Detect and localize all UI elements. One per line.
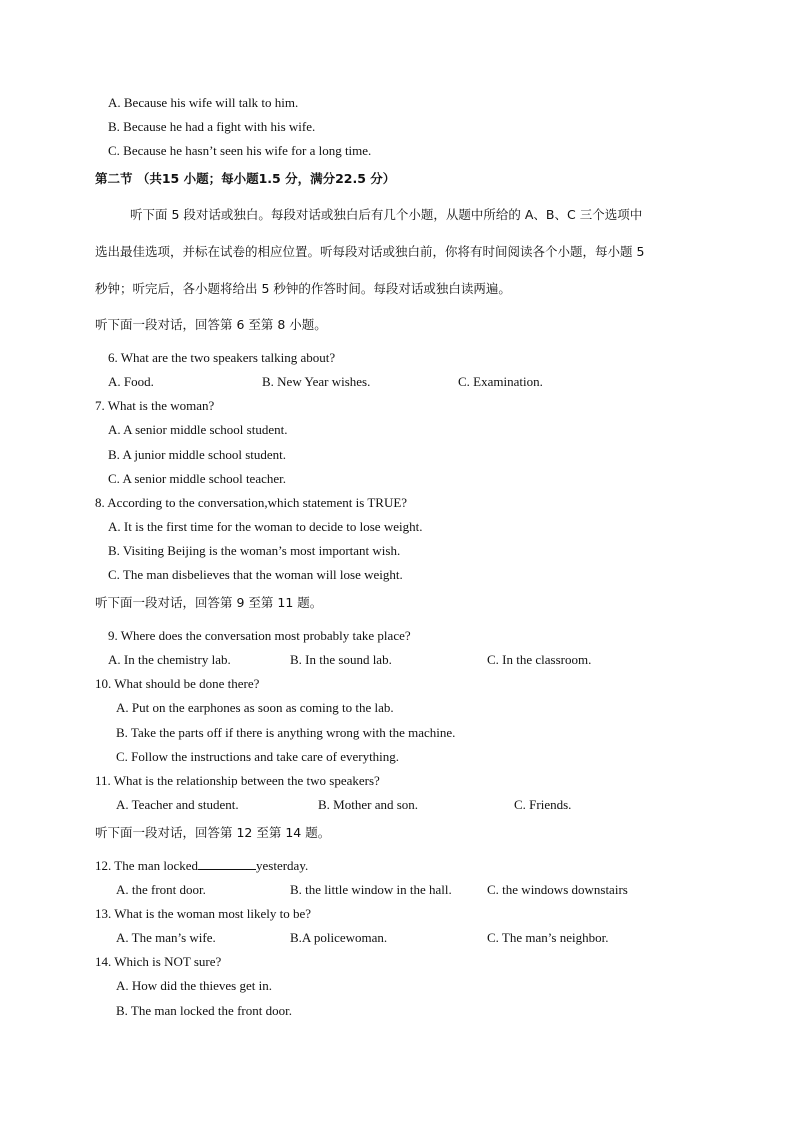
group3-heading: 听下面一段对话，回答第 12 至第 14 题。 (95, 825, 331, 840)
q7-stem: 7. What is the woman? (95, 398, 215, 413)
q12-option-a: A. the front door. (116, 882, 206, 897)
q12-option-b: B. the little window in the hall. (290, 882, 452, 897)
q8-option-b: B. Visiting Beijing is the woman’s most important wish. (108, 543, 401, 558)
q13-option-a: A. The man’s wife. (116, 930, 216, 945)
q14-stem: 14. Which is NOT sure? (95, 954, 222, 969)
q10-stem: 10. What should be done there? (95, 676, 260, 691)
q6-option-b: B. New Year wishes. (262, 374, 371, 389)
section-instructions-line-3: 秒钟；听完后，各小题将给出 5 秒钟的作答时间。每段对话或独白读两遍。 (95, 281, 511, 296)
q8-option-a: A. It is the first time for the woman to decide to lose weight. (108, 519, 423, 534)
q11-option-c: C. Friends. (514, 797, 572, 812)
section-instructions-line-1: 听下面 5 段对话或独白。每段对话或独白后有几个小题，从题中所给的 A、B、C 三个选项中 (130, 207, 643, 222)
q7-option-a: A. A senior middle school student. (108, 422, 288, 437)
q14-option-b: B. The man locked the front door. (116, 1003, 292, 1018)
q14-option-a: A. How did the thieves get in. (116, 978, 272, 993)
section-instructions-line-2: 选出最佳选项，并标在试卷的相应位置。听每段对话或独白前，你将有时间阅读各个小题，每小题 5 (95, 244, 645, 259)
q9-option-a: A. In the chemistry lab. (108, 652, 231, 667)
group2-heading: 听下面一段对话，回答第 9 至第 11 题。 (95, 595, 323, 610)
q12-stem (95, 858, 308, 874)
q9-option-c: C. In the classroom. (487, 652, 592, 667)
q12-stem-before: 12. The man locked (95, 858, 199, 873)
q12-blank (198, 858, 256, 870)
q10-option-b: B. Take the parts off if there is anything wrong with the machine. (116, 725, 456, 740)
q13-stem: 13. What is the woman most likely to be? (95, 906, 312, 921)
q6-option-c: C. Examination. (458, 374, 543, 389)
q9-stem: 9. Where does the conversation most probably take place? (108, 628, 411, 643)
q12-option-c: C. the windows downstairs (487, 882, 628, 897)
q11-option-a: A. Teacher and student. (116, 797, 239, 812)
q13-option-b: B.A policewoman. (290, 930, 388, 945)
q5-option-a: A. Because his wife will talk to him. (108, 95, 299, 110)
q6-stem: 6. What are the two speakers talking about? (108, 350, 336, 365)
section-title: 第二节 （共15 小题；每小题1.5 分，满分22.5 分） (95, 171, 396, 186)
q5-option-c: C. Because he hasn’t seen his wife for a long time. (108, 143, 372, 158)
q13-option-c: C. The man’s neighbor. (487, 930, 609, 945)
q10-option-a: A. Put on the earphones as soon as coming to the lab. (116, 700, 394, 715)
q9-option-b: B. In the sound lab. (290, 652, 392, 667)
q11-option-b: B. Mother and son. (318, 797, 419, 812)
q6-option-a: A. Food. (108, 374, 154, 389)
q11-stem: 11. What is the relationship between the two speakers? (95, 773, 380, 788)
q5-option-b: B. Because he had a fight with his wife. (108, 119, 316, 134)
group1-heading: 听下面一段对话，回答第 6 至第 8 小题。 (95, 317, 327, 332)
q10-option-c: C. Follow the instructions and take care of everything. (116, 749, 400, 764)
q7-option-c: C. A senior middle school teacher. (108, 471, 286, 486)
q7-option-b: B. A junior middle school student. (108, 447, 287, 462)
q8-option-c: C. The man disbelieves that the woman will lose weight. (108, 567, 403, 582)
q12-stem-after: yesterday. (256, 858, 309, 873)
q8-stem: 8. According to the conversation,which statement is TRUE? (95, 495, 408, 510)
